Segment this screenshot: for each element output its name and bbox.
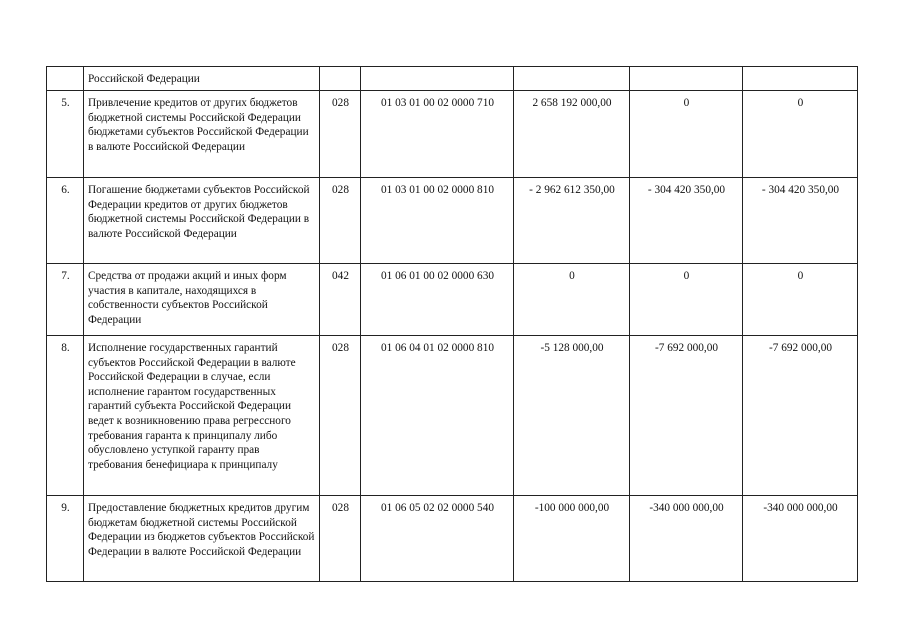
amount-year-2: - 304 420 350,00	[630, 178, 743, 264]
amount-year-2: 0	[630, 264, 743, 336]
amount-year-1	[514, 67, 630, 91]
budget-class-code	[361, 67, 514, 91]
amount-year-3: -7 692 000,00	[743, 336, 858, 496]
table-row	[47, 336, 858, 496]
admin-code	[320, 67, 361, 91]
amount-year-1: -5 128 000,00	[514, 336, 630, 496]
table-row	[47, 178, 858, 264]
admin-code: 028	[320, 336, 361, 496]
amount-year-2: -340 000 000,00	[630, 496, 743, 582]
amount-year-1: -100 000 000,00	[514, 496, 630, 582]
budget-class-code: 01 03 01 00 02 0000 710	[361, 91, 514, 178]
row-number: 5.	[47, 91, 84, 178]
amount-year-3: 0	[743, 264, 858, 336]
amount-year-3: -340 000 000,00	[743, 496, 858, 582]
row-name: Российской Федерации	[84, 67, 320, 91]
budget-class-code: 01 03 01 00 02 0000 810	[361, 178, 514, 264]
row-number: 9.	[47, 496, 84, 582]
amount-year-3	[743, 67, 858, 91]
table-row	[47, 264, 858, 336]
budget-class-code: 01 06 01 00 02 0000 630	[361, 264, 514, 336]
row-name: Исполнение государственных гарантий субъектов Российской Федерации в валюте Российской Федерации в случае, если исполнение гарантом государственных гарантий субъекта Российской Федерации ведет к возникновению права регрессного требования гаранта к принципалу либо обусловлено уступкой гаранту прав требования бенефициара к принципалу	[84, 336, 320, 496]
row-number	[47, 67, 84, 91]
admin-code: 042	[320, 264, 361, 336]
amount-year-1: 2 658 192 000,00	[514, 91, 630, 178]
row-name: Средства от продажи акций и иных форм участия в капитале, находящихся в собственности субъектов Российской Федерации	[84, 264, 320, 336]
amount-year-2: 0	[630, 91, 743, 178]
budget-class-code: 01 06 05 02 02 0000 540	[361, 496, 514, 582]
admin-code: 028	[320, 496, 361, 582]
amount-year-1: - 2 962 612 350,00	[514, 178, 630, 264]
row-name: Погашение бюджетами субъектов Российской Федерации кредитов от других бюджетов бюджетной системы Российской Федерации в валюте Российской Федерации	[84, 178, 320, 264]
row-number: 8.	[47, 336, 84, 496]
row-name: Предоставление бюджетных кредитов другим бюджетам бюджетной системы Российской Федерации из бюджетов субъектов Российской Федерации в валюте Российской Федерации	[84, 496, 320, 582]
amount-year-2: -7 692 000,00	[630, 336, 743, 496]
amount-year-3: - 304 420 350,00	[743, 178, 858, 264]
admin-code: 028	[320, 91, 361, 178]
admin-code: 028	[320, 178, 361, 264]
amount-year-2	[630, 67, 743, 91]
table-row	[47, 91, 858, 178]
row-name: Привлечение кредитов от других бюджетов бюджетной системы Российской Федерации бюджетами субъектов Российской Федерации в валюте Российской Федерации	[84, 91, 320, 178]
amount-year-3: 0	[743, 91, 858, 178]
row-number: 6.	[47, 178, 84, 264]
table-row	[47, 67, 858, 91]
budget-sources-table	[46, 66, 858, 582]
row-number: 7.	[47, 264, 84, 336]
amount-year-1: 0	[514, 264, 630, 336]
budget-class-code: 01 06 04 01 02 0000 810	[361, 336, 514, 496]
table-row	[47, 496, 858, 582]
